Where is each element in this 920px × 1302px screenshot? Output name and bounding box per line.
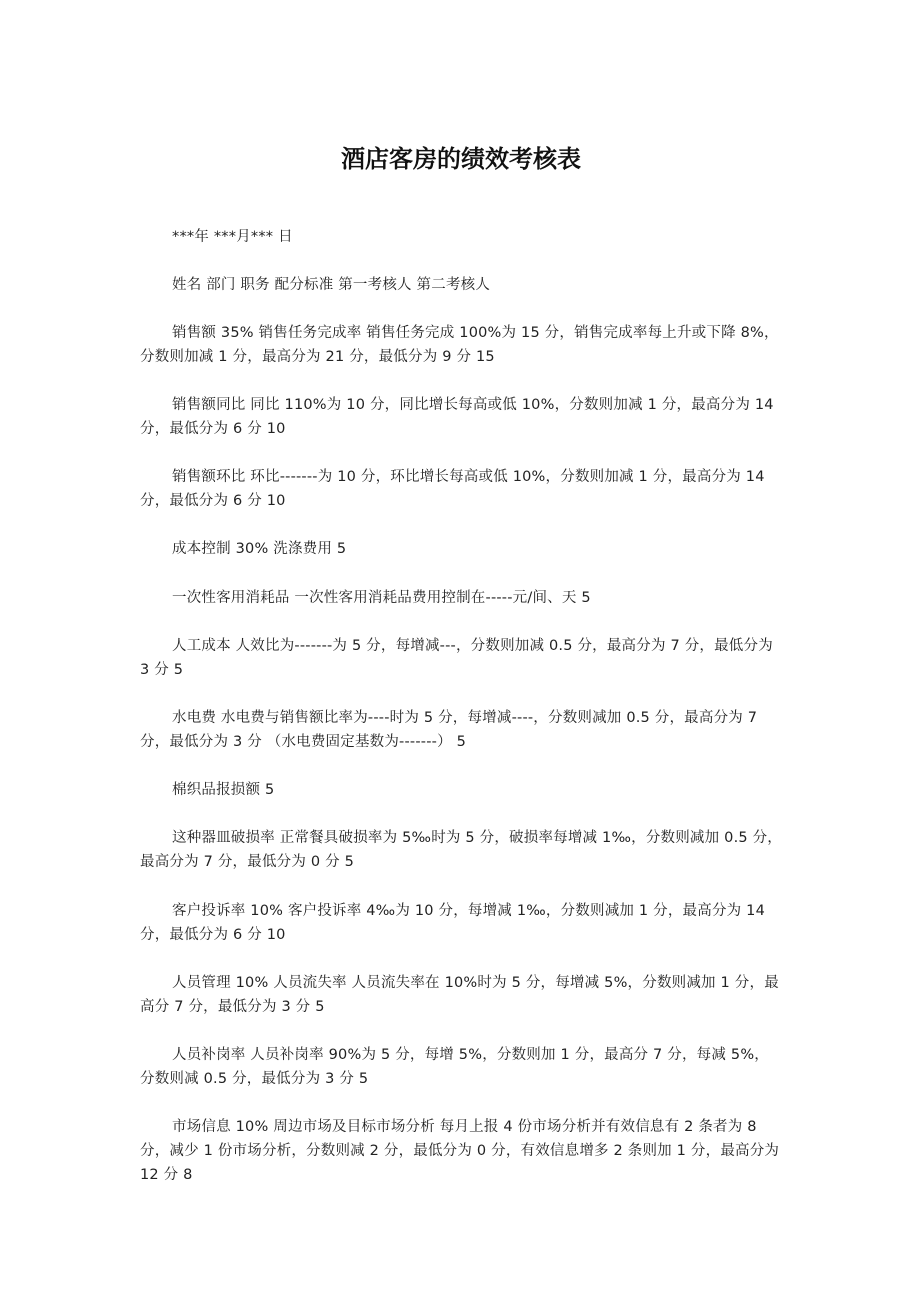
date-line: ***年 ***月*** 日: [172, 229, 293, 245]
paragraph-breakage-rate: 这种器皿破损率 正常餐具破损率为 5‰时为 5 分，破损率每增减 1‰，分数则减加 0.5 分，最高分为 7 分，最低分为 0 分 5: [140, 830, 783, 870]
paragraph-consumables: 一次性客用消耗品 一次性客用消耗品费用控制在-----元/间、天 5: [172, 590, 591, 606]
paragraph-staff-refill: 人员补岗率 人员补岗率 90%为 5 分，每增 5%，分数则加 1 分，最高分 7 分，每减 5%，分数则减 0.5 分，最低分为 3 分 5: [140, 1047, 769, 1087]
paragraph-linen-loss: 棉织品报损额 5: [172, 782, 275, 798]
paragraph-sales-yoy: 销售额同比 同比 110%为 10 分，同比增长每高或低 10%，分数则加减 1 分，最高分为 14 分，最低分为 6 分 10: [140, 397, 774, 437]
paragraph-market-info: 市场信息 10% 周边市场及目标市场分析 每月上报 4 份市场分析并有效信息有 2 条者为 8 分，减少 1 份市场分析，分数则减 2 分，最低分为 0 分，有效信息增多 2 条则加 1 分，最高分为 12 分 8: [140, 1119, 780, 1183]
paragraph-complaint-rate: 客户投诉率 10% 客户投诉率 4‰为 10 分，每增减 1‰，分数则减加 1 分，最高分为 14 分，最低分为 6 分 10: [140, 903, 765, 943]
paragraph-sales-completion: 销售额 35% 销售任务完成率 销售任务完成 100%为 15 分，销售完成率每上升或下降 8%，分数则加减 1 分，最高分为 21 分，最低分为 9 分 15: [140, 325, 779, 365]
paragraph-sales-mom: 销售额环比 环比-------为 10 分，环比增长每高或低 10%，分数则加减 1 分，最高分为 14 分，最低分为 6 分 10: [140, 469, 765, 509]
table-header-line: 姓名 部门 职务 配分标准 第一考核人 第二考核人: [172, 277, 491, 293]
paragraph-labor-cost: 人工成本 人效比为-------为 5 分，每增减---，分数则加减 0.5 分，最高分为 7 分，最低分为 3 分 5: [140, 638, 773, 678]
document-title: 酒店客房的绩效考核表: [341, 144, 581, 173]
paragraph-utilities: 水电费 水电费与销售额比率为----时为 5 分，每增减----，分数则减加 0.5 分，最高分为 7 分，最低分为 3 分 （水电费固定基数为-------） 5: [140, 710, 758, 750]
paragraph-cost-control: 成本控制 30% 洗涤费用 5: [172, 541, 347, 557]
paragraph-staff-turnover: 人员管理 10% 人员流失率 人员流失率在 10%时为 5 分，每增减 5%，分数则减加 1 分，最高分 7 分，最低分为 3 分 5: [140, 975, 779, 1015]
